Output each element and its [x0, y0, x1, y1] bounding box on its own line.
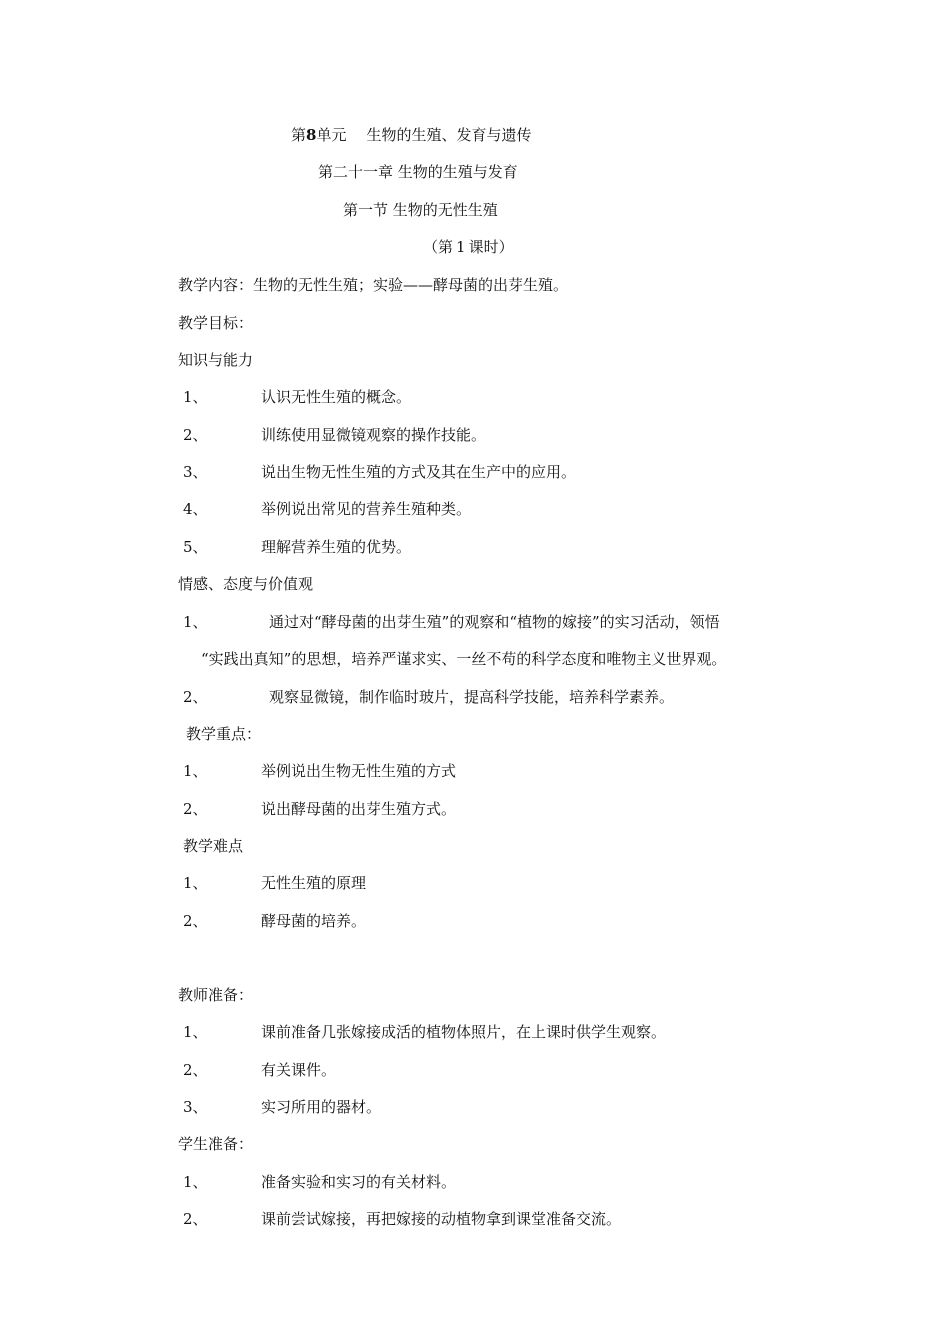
- teacher-prep-1-num: 1、: [183, 1023, 208, 1041]
- difficulty-1-num: 1、: [183, 874, 208, 892]
- student-prep-2-text: 课前尝试嫁接，再把嫁接的动植物拿到课堂准备交流。: [261, 1210, 622, 1228]
- period-close: 课时）: [468, 238, 514, 256]
- unit-title: [291, 125, 531, 145]
- unit-suffix: 单元: [316, 126, 347, 144]
- key-point-1-num: 1、: [183, 762, 208, 780]
- unit-name: 生物的生殖、发育与遗传: [366, 126, 532, 144]
- knowledge-item-1-num: 1、: [183, 388, 208, 406]
- chapter-title: 第二十一章 生物的生殖与发育: [318, 163, 518, 181]
- key-point-2-num: 2、: [183, 800, 208, 818]
- teacher-prep-1-text: 课前准备几张嫁接成活的植物体照片，在上课时供学生观察。: [261, 1023, 667, 1041]
- teacher-prep-3-num: 3、: [183, 1098, 208, 1116]
- knowledge-heading: 知识与能力: [178, 351, 254, 369]
- knowledge-item-4-num: 4、: [183, 500, 208, 518]
- attitude-item-1-line-2: “实践出真知”的思想，培养严谨求实、一丝不苟的科学态度和唯物主义世界观。: [201, 650, 727, 668]
- difficulty-2-text: 酵母菌的培养。: [261, 912, 367, 930]
- knowledge-item-3-text: 说出生物无性生殖的方式及其在生产中的应用。: [261, 463, 577, 481]
- teacher-prep-heading: 教师准备：: [178, 986, 254, 1004]
- knowledge-item-5-text: 理解营养生殖的优势。: [261, 538, 412, 556]
- knowledge-item-2-num: 2、: [183, 426, 208, 444]
- student-prep-2-num: 2、: [183, 1210, 208, 1228]
- teacher-prep-2-num: 2、: [183, 1061, 208, 1079]
- knowledge-item-2-text: 训练使用显微镜观察的操作技能。: [261, 426, 487, 444]
- knowledge-item-4-text: 举例说出常见的营养生殖种类。: [261, 500, 472, 518]
- difficulty-1-text: 无性生殖的原理: [261, 874, 367, 892]
- knowledge-item-5-num: 5、: [183, 538, 208, 556]
- period-label: [423, 237, 514, 257]
- teacher-prep-2-text: 有关课件。: [261, 1061, 337, 1079]
- attitude-item-1-line-1: 通过对“酵母菌的出芽生殖”的观察和“植物的嫁接”的实习活动，领悟: [269, 613, 720, 631]
- teaching-content: 教学内容：生物的无性生殖；实验——酵母菌的出芽生殖。: [178, 276, 569, 294]
- section-title: 第一节 生物的无性生殖: [343, 201, 498, 219]
- unit-number: 8: [306, 126, 317, 144]
- student-prep-heading: 学生准备：: [178, 1135, 254, 1153]
- attitude-item-2-text: 观察显微镜，制作临时玻片，提高科学技能，培养科学素养。: [269, 688, 675, 706]
- student-prep-1-num: 1、: [183, 1173, 208, 1191]
- unit-prefix: 第: [291, 126, 307, 144]
- attitude-item-2-num: 2、: [183, 688, 208, 706]
- knowledge-item-1-text: 认识无性生殖的概念。: [261, 388, 412, 406]
- difficulty-2-num: 2、: [183, 912, 208, 930]
- key-point-2-text: 说出酵母菌的出芽生殖方式。: [261, 800, 457, 818]
- key-point-1-text: 举例说出生物无性生殖的方式: [261, 762, 457, 780]
- period-number: 1: [456, 238, 466, 256]
- student-prep-1-text: 准备实验和实习的有关材料。: [261, 1173, 457, 1191]
- key-points-heading: 教学重点：: [186, 725, 262, 743]
- attitude-item-1-num: 1、: [183, 613, 208, 631]
- attitude-heading: 情感、态度与价值观: [178, 575, 314, 593]
- teacher-prep-3-text: 实习所用的器材。: [261, 1098, 382, 1116]
- period-open: （第: [423, 238, 454, 256]
- knowledge-item-3-num: 3、: [183, 463, 208, 481]
- objectives-heading: 教学目标：: [178, 314, 254, 332]
- difficulties-heading: 教学难点: [183, 837, 244, 855]
